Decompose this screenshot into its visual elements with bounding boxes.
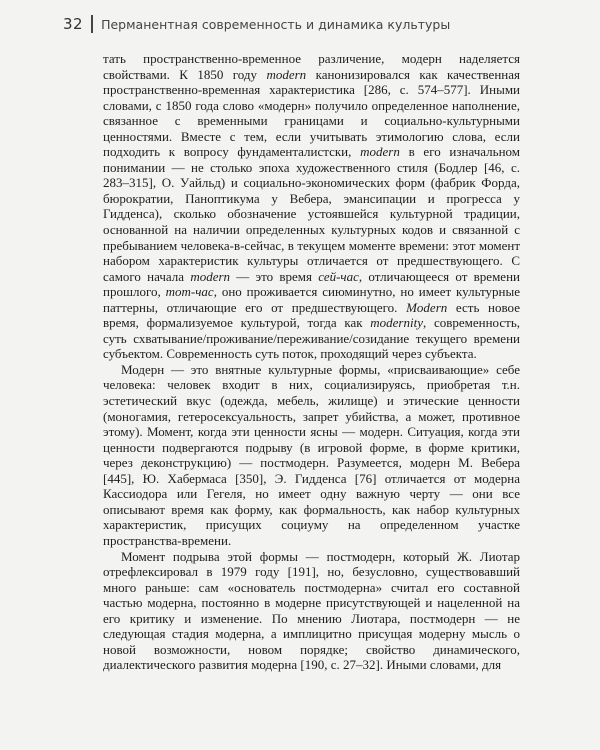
text-run: есть новое время, формализуемое культурой, тогда как: [103, 299, 520, 331]
italic-term: modern: [190, 268, 231, 284]
paragraph: [103, 362, 520, 549]
text-run: , современность, суть схватывание/проживание/переживание/созидание текущего времени субъектом. Современность суть поток, проходящий через субъекта.: [103, 315, 520, 362]
header-separator: [91, 15, 93, 33]
text-run: Момент подрыва этой формы — постмодерн, который Ж. Лиотар отрефлексировал в 1979 году [191], но, безусловно, существовавший много раньше: сам «основатель постмодерна» считал его составной частью модерна, постоянно в модерне присутствующей и нацеленной на его критику и изменение. По мнению Лиотара, постмодерн — не следующая стадия модерна, а имплицитно присущая модерну мысль о новой возможности, новом порядке; свойство динамического, диалектического развития модерна [190, с. 27–32]. Иными словами, для: [103, 548, 520, 673]
paragraph: [103, 549, 520, 673]
text-run: тать пространственно-временное различение, модерн наделяется свойствами. К 1850 году: [103, 51, 520, 82]
text-run: канонизировался как качественная пространственно-временная характеристика [286, с. 574–577]. Иными словами, с 1850 года слово «модерн» получило определенное наполнение, связанное с временными границами и социально-культурными ценностями. Вместе с тем, если учитывать этимологию слова, если подходить к вопросу фундаменталистски,: [103, 66, 520, 160]
text-run: — это время: [230, 268, 319, 284]
text-run: , оно проживается сиюминутно, но имеет культурные паттерны, отличающие его от предшествующего.: [103, 284, 520, 315]
italic-term: сей-час: [318, 268, 359, 284]
page-header: [63, 12, 533, 36]
italic-term: modernity: [370, 315, 423, 331]
text-run: , отличающееся от времени прошлого,: [103, 268, 520, 300]
italic-term: modern: [266, 66, 307, 82]
italic-term: тот-час: [165, 284, 214, 300]
italic-term: modern: [360, 144, 400, 160]
page-number: 32: [63, 15, 84, 33]
italic-term: Modern: [406, 299, 448, 315]
text-run: Модерн — это внятные культурные формы, «присваивающие» себе человека: человек входит в них, социализируясь, приобретая т.н. эстетический вкус (одежда, мебель, жилище) и этические ценности (моногамия, гетеросексуальность, запрет убийства, а может, противное этому). Момент, когда эти ценности ясны — модерн. Ситуация, когда эти ценности подвергаются подрыву (в игровой форме, в форме критики, через деконструкцию) — постмодерн. Разумеется, модерн М. Вебера [445], Ю. Хабермаса [350], Э. Гидденса [76] отличается от модерна Кассиодора или Гегеля, но имеет одну важную черту — они все описывают время как форму, как формальность, как набор культурных характеристик, присущих социуму на определенном участке пространства-времени.: [103, 361, 520, 548]
body-text: [103, 51, 520, 673]
running-title: Перманентная современность и динамика культуры: [101, 16, 451, 32]
paragraph: [103, 51, 520, 362]
text-run: в его изначальном понимании — не столько эпоха художественного стиля (Бодлер [46, с. 283–315], О. Уайльд) и социально-экономических форм (фабрик Форда, бюрократии, Паноптикума у Вебера, эмансипации и прогресса у Гидденса), сколько обозначение устоявшейся культурной традиции, основанной на наличии определенных культурных кодов и связанной с пребыванием человека-в-сейчас, в текущем моменте времени: этот момент набором характеристик культуры отличается от предшествующего. С самого начала: [103, 144, 521, 284]
